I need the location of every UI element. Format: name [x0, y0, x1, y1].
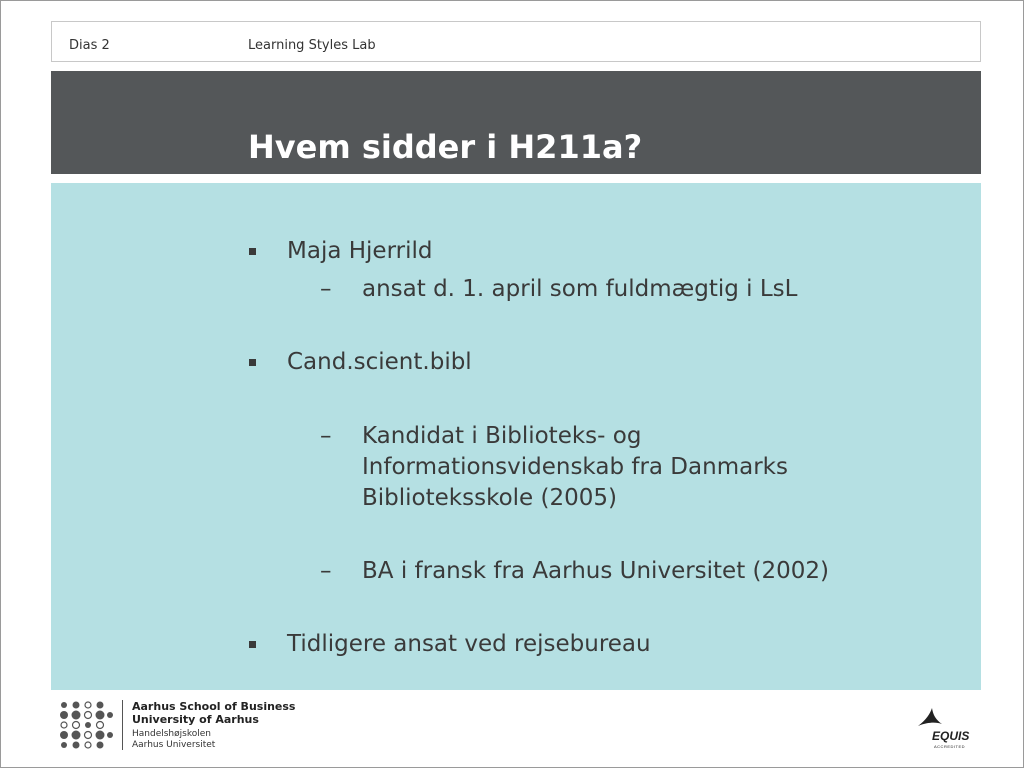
logo-university-da: Aarhus Universitet — [132, 740, 216, 750]
logo-name-en: Aarhus School of Business — [132, 700, 296, 713]
equis-text: EQUIS — [932, 729, 970, 743]
equis-sub-text: ACCREDITED — [934, 744, 966, 749]
logo-university-en: University of Aarhus — [132, 713, 259, 726]
bullet-text: Cand.scient.bibl — [287, 349, 472, 375]
equis-swoosh-icon — [914, 704, 976, 750]
slide-number: Dias 2 — [69, 38, 110, 53]
square-bullet-icon — [249, 359, 256, 366]
sub-bullet-text: ansat d. 1. april som fuldmægtig i LsL — [362, 276, 798, 302]
dash-bullet-icon: – — [320, 423, 332, 449]
sub-bullet-text: Kandidat i Biblioteks- og Informationsvidenskab fra Danmarks Biblioteksskole (2005) — [362, 423, 788, 511]
square-bullet-icon — [249, 641, 256, 648]
dash-bullet-icon: – — [320, 276, 332, 302]
dash-bullet-icon: – — [320, 558, 332, 584]
bullet-text: Tidligere ansat ved rejsebureau — [287, 631, 651, 657]
university-logo — [58, 700, 318, 752]
title-band — [51, 71, 981, 174]
page-title: Hvem sidder i H211a? — [248, 128, 643, 166]
bullet-text: Maja Hjerrild — [287, 238, 433, 264]
sub-bullet-text: BA i fransk fra Aarhus Universitet (2002) — [362, 558, 830, 584]
content-panel — [51, 183, 981, 690]
dots-logo-icon — [58, 700, 114, 750]
logo-divider — [122, 700, 123, 750]
header-title: Learning Styles Lab — [248, 38, 376, 53]
slide-header — [51, 21, 981, 62]
logo-name-da: Handelshøjskolen — [132, 729, 211, 739]
square-bullet-icon — [249, 248, 256, 255]
equis-logo — [914, 704, 976, 750]
